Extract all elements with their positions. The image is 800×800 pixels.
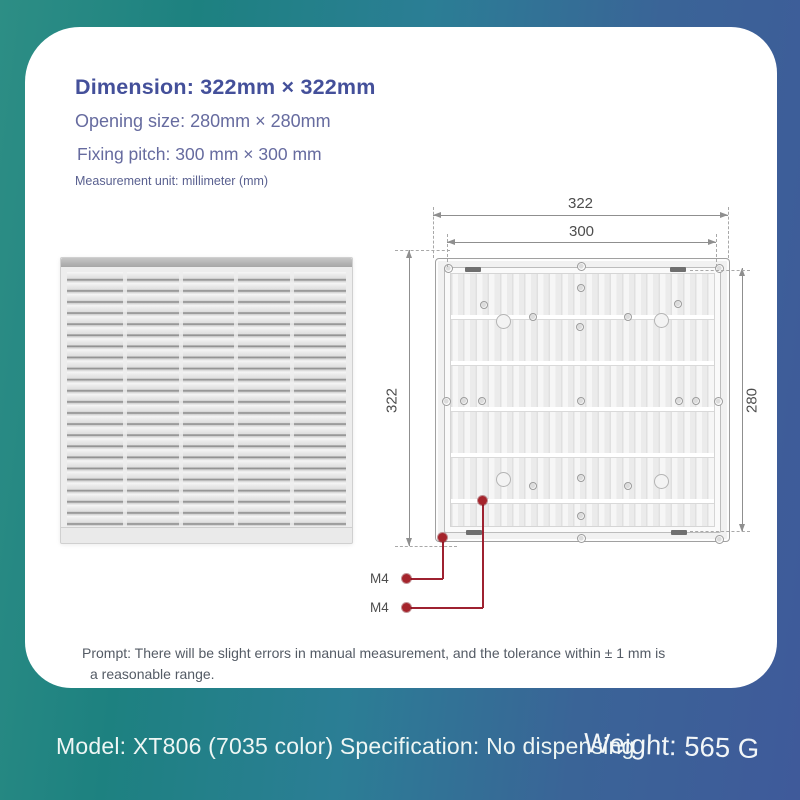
spec-opening-size: Opening size: 280mm × 280mm: [75, 111, 331, 131]
screw-icon: [577, 512, 585, 520]
spec-unit-note: Measurement unit: millimeter (mm): [75, 174, 269, 188]
arrowhead-icon: [447, 239, 455, 245]
screw-point-marker: [438, 533, 447, 542]
dim-label-outer-width: 322: [567, 195, 594, 212]
tolerance-note-line1: Prompt: There will be slight errors in manual measurement, and the tolerance within ± 1 mm is: [82, 645, 666, 661]
screw-point-marker: [478, 496, 487, 505]
arrowhead-icon: [708, 239, 716, 245]
dimension-line: [409, 250, 410, 546]
dim-label-fixing-pitch: 300: [568, 223, 595, 240]
content-card: [25, 27, 777, 688]
screw-icon: [478, 397, 486, 405]
product-photo-front-grille: [60, 257, 353, 544]
screw-icon: [675, 397, 683, 405]
extension-line: [690, 270, 750, 271]
extension-line: [716, 234, 717, 267]
dimension-line: [447, 242, 716, 243]
clip-icon: [671, 530, 687, 535]
grille-top-cap: [61, 258, 352, 267]
screw-icon: [460, 397, 468, 405]
tolerance-note: [82, 643, 762, 685]
dim-label-outer-height: 322: [383, 387, 401, 414]
clip-icon: [466, 530, 482, 535]
clip-icon: [465, 267, 481, 272]
spec-dimension: Dimension: 322mm × 322mm: [75, 75, 376, 99]
dim-label-opening-height: 280: [743, 387, 761, 414]
screw-icon: [715, 535, 724, 544]
extension-line: [395, 250, 450, 251]
screw-icon: [577, 284, 585, 292]
extension-line: [728, 207, 729, 258]
arrowhead-icon: [406, 538, 412, 546]
grille-bottom-cap: [61, 527, 352, 543]
screw-icon: [529, 313, 537, 321]
screw-icon: [624, 313, 632, 321]
callout-dot: [402, 574, 411, 583]
footer-weight: Weight: 565 G: [583, 727, 760, 765]
screw-icon: [714, 397, 723, 406]
screw-icon: [577, 534, 586, 543]
screw-icon: [692, 397, 700, 405]
screw-icon: [576, 323, 584, 331]
grille-column-gap: [123, 272, 127, 526]
mount-boss-icon: [654, 474, 669, 489]
screw-icon: [577, 397, 585, 405]
spec-fixing-pitch: Fixing pitch: 300 mm × 300 mm: [77, 144, 322, 164]
screw-icon: [674, 300, 682, 308]
leader-line: [442, 538, 444, 579]
extension-line: [690, 531, 750, 532]
leader-line: [482, 501, 484, 608]
screw-icon: [529, 482, 537, 490]
mount-boss-icon: [496, 314, 511, 329]
dimension-line: [433, 215, 728, 216]
screw-icon: [624, 482, 632, 490]
grille-column-gap: [290, 272, 294, 526]
grille-column-gap: [179, 272, 183, 526]
mount-boss-icon: [496, 472, 511, 487]
footer-model-spec: Model: XT806 (7035 color) Specification: No dispensing: [56, 733, 635, 759]
screw-icon: [442, 397, 451, 406]
dimension-line: [742, 268, 743, 532]
leader-line: [407, 607, 483, 609]
grille-column-gap: [234, 272, 238, 526]
dimension-diagram: [360, 190, 780, 630]
extension-line: [395, 546, 457, 547]
callout-dot: [402, 603, 411, 612]
grille-louvers: [67, 272, 346, 526]
screw-icon: [577, 474, 585, 482]
mount-boss-icon: [654, 313, 669, 328]
arrowhead-icon: [406, 250, 412, 258]
tolerance-note-line2: a reasonable range.: [90, 666, 215, 682]
screw-icon: [480, 301, 488, 309]
screw-icon: [444, 264, 453, 273]
arrowhead-icon: [720, 212, 728, 218]
clip-icon: [670, 267, 686, 272]
leader-line: [407, 578, 443, 580]
m4-label-bottom: M4: [370, 600, 389, 615]
arrowhead-icon: [433, 212, 441, 218]
m4-label-top: M4: [370, 571, 389, 586]
screw-icon: [577, 262, 586, 271]
